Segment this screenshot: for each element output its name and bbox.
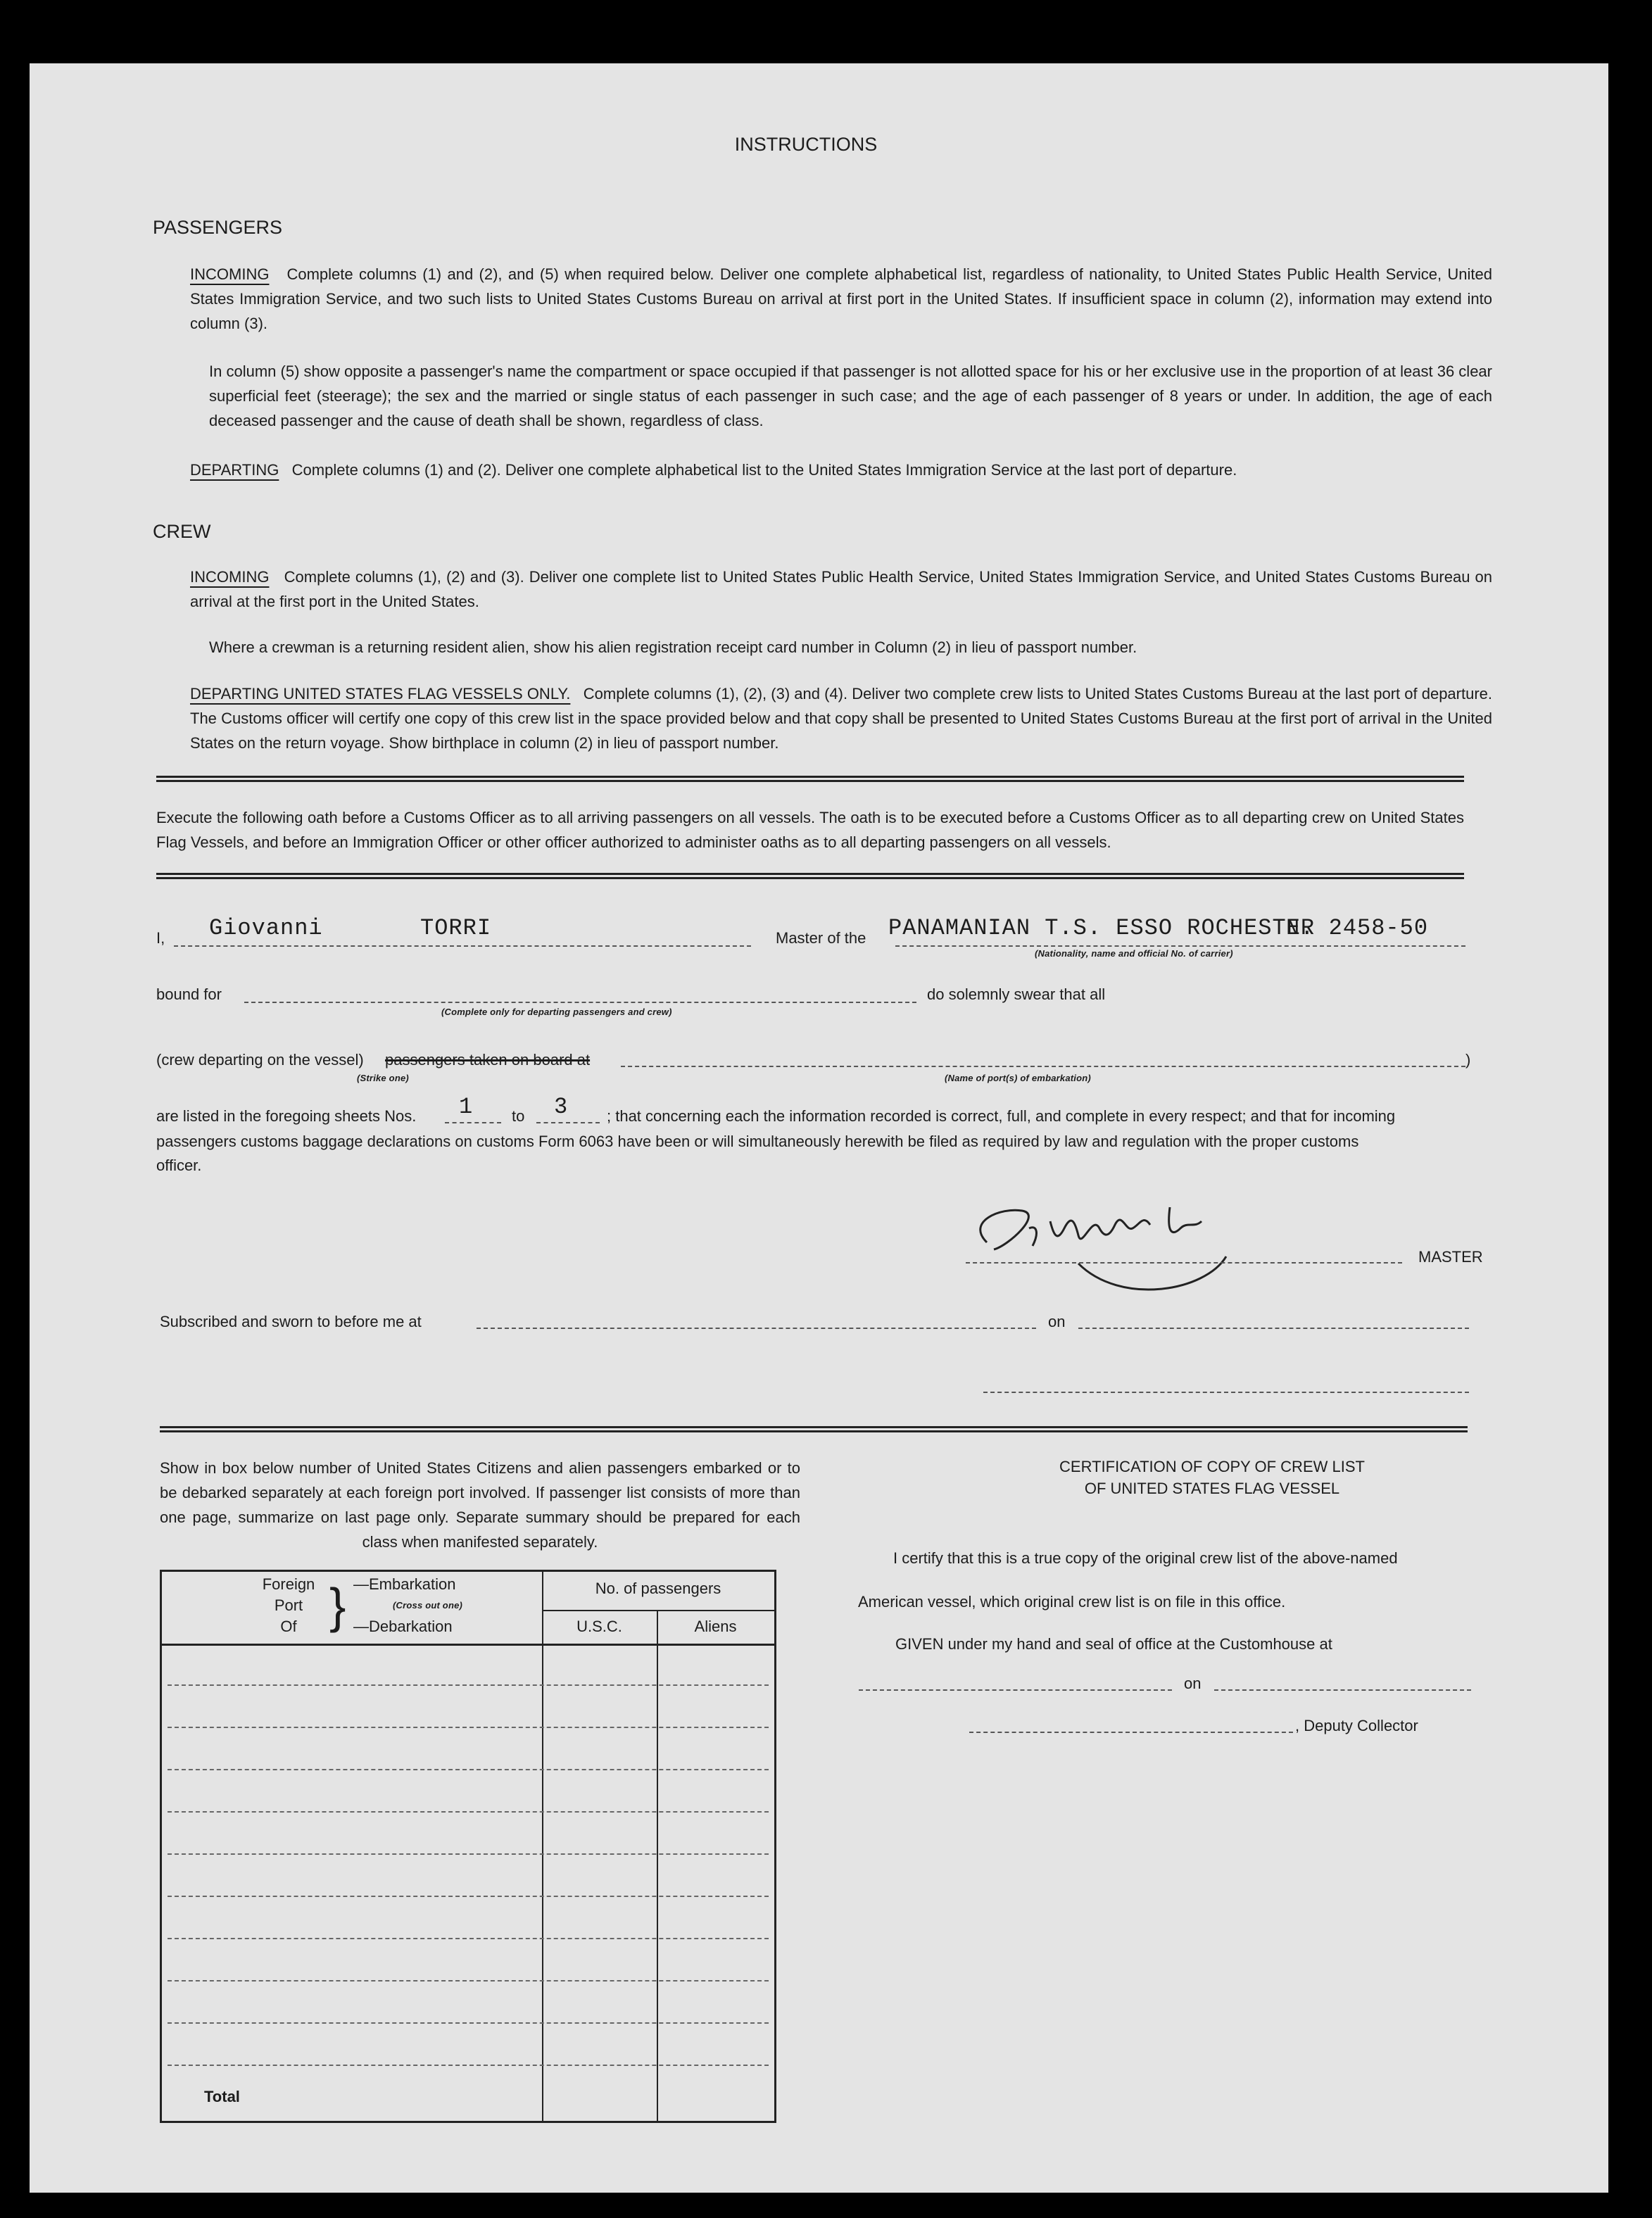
certification-on-label: on	[1184, 1675, 1202, 1692]
usc-header: U.S.C.	[576, 1618, 622, 1635]
swear-label: do solemnly swear that all	[927, 985, 1106, 1003]
bound-for-label: bound for	[156, 985, 222, 1003]
subscribed-date-line[interactable]	[1078, 1328, 1469, 1329]
vessel-caption: (Nationality, name and official No. of carrier)	[1035, 948, 1233, 959]
vessel-line[interactable]	[895, 945, 1465, 947]
subscribed-label: Subscribed and sworn to before me at	[160, 1313, 422, 1330]
crew-departing-label: DEPARTING UNITED STATES FLAG VESSELS ONLY.	[190, 685, 571, 702]
crew-incoming-text: Complete columns (1), (2) and (3). Deliver one complete list to United States Public Health Service, United States Immigration Service, and United States Customs Bureau on arrival at the first port in the United States.	[190, 568, 1492, 610]
summary-row-line[interactable]	[168, 1811, 769, 1813]
certify-line-2: American vessel, which original crew list is on file in this office.	[858, 1593, 1286, 1611]
struck-passengers-text: passengers taken on board at	[385, 1051, 591, 1069]
summary-row-line[interactable]	[168, 2022, 769, 2024]
listed-text-3: officer.	[156, 1157, 202, 1174]
crew-heading: CREW	[153, 521, 211, 542]
debarkation-label: —Debarkation	[353, 1618, 453, 1635]
passengers-incoming-paragraph	[190, 262, 1492, 336]
crew-incoming-paragraph	[190, 565, 1492, 614]
crew-incoming-label: INCOMING	[190, 568, 270, 586]
certify-line-1: I certify that this is a true copy of the original crew list of the above-named	[893, 1549, 1398, 1567]
summary-row-line[interactable]	[168, 1853, 769, 1855]
summary-row-line[interactable]	[168, 1769, 769, 1770]
vessel-number: N. 2458-50	[1286, 915, 1429, 941]
master-name-line[interactable]	[174, 945, 751, 947]
summary-row-line[interactable]	[168, 1896, 769, 1897]
passengers-column5-paragraph: In column (5) show opposite a passenger's name the compartment or space occupied if that passenger is not allotted space for his or her exclusive use in the proportion of at least 36 clear superficial feet (steerage); the sex and the married or single status of each passenger in such case; and the age of each passenger of 8 years or under. In addition, the age of each deceased passenger and the cause of death shall be shown, regardless of class.	[209, 363, 1492, 429]
certification-place-line[interactable]	[859, 1689, 1172, 1691]
bound-for-caption: (Complete only for departing passengers and crew)	[441, 1007, 672, 1017]
num-passengers-header: No. of passengers	[595, 1580, 721, 1597]
crew-departing-vessel-label: (crew departing on the vessel)	[156, 1051, 364, 1069]
subscribed-on-label: on	[1048, 1313, 1066, 1330]
passengers-departing-label: DEPARTING	[190, 461, 279, 479]
brace-icon: }	[329, 1578, 346, 1633]
summary-instructions: Show in box below number of United States Citizens and alien passengers embarked or to be debarked separately at each foreign port involved. If passenger list consists of more than one page, summarize on last page only. Separate summary should be prepared for each class when manifested separately.	[160, 1459, 800, 1551]
given-text: GIVEN under my hand and seal of office at the Customhouse at	[895, 1635, 1332, 1653]
listed-label: are listed in the foregoing sheets Nos.	[156, 1107, 417, 1125]
master-signature	[945, 1179, 1367, 1299]
certification-title-1: CERTIFICATION OF COPY OF CREW LIST	[1059, 1458, 1365, 1475]
header-bottom-line	[162, 1644, 774, 1646]
oath-divider	[156, 873, 1464, 879]
section-divider	[156, 776, 1464, 782]
port-embarkation-line[interactable]	[621, 1066, 1465, 1067]
subscribed-place-line[interactable]	[477, 1328, 1036, 1329]
master-of-label: Master of the	[776, 929, 866, 947]
listed-text-2: passengers customs baggage declarations on customs Form 6063 have been or will simultaneously herewith be filed as required by law and regulation with the proper customs	[156, 1133, 1359, 1150]
passengers-incoming-label: INCOMING	[190, 265, 270, 283]
summary-row-line[interactable]	[168, 1727, 769, 1728]
port-caption: (Name of port(s) of embarkation)	[945, 1073, 1091, 1083]
document-page	[30, 63, 1608, 2193]
cross-out-label: (Cross out one)	[393, 1600, 463, 1611]
close-paren: )	[1465, 1051, 1471, 1069]
certification-date-line[interactable]	[1214, 1689, 1471, 1691]
master-first-name: Giovanni	[209, 915, 323, 941]
port-label: Port	[274, 1596, 303, 1614]
passenger-summary-box	[160, 1570, 776, 2123]
listed-text-1: ; that concerning each the information recorded is correct, full, and complete in every respect; and that for incoming	[607, 1107, 1396, 1125]
crew-departing-text: Complete columns (1), (2), (3) and (4). Deliver two complete crew lists to United States Customs Bureau at the last port of departure. The Customs officer will certify one copy of this crew list in the space provided below and that copy shall be presented to United States Customs Bureau at the first port of arrival in the United States on the return voyage. Show birthplace in column (2) in lieu of passport number.	[190, 685, 1493, 752]
bound-for-line[interactable]	[244, 1002, 916, 1003]
crew-departing-paragraph	[190, 681, 1492, 755]
to-label: to	[512, 1107, 525, 1125]
aliens-header: Aliens	[694, 1618, 737, 1635]
of-label: Of	[280, 1618, 297, 1635]
header-subdivider	[542, 1610, 774, 1611]
sheet-from-line[interactable]	[445, 1122, 501, 1123]
summary-row-line[interactable]	[168, 2065, 769, 2066]
passengers-incoming-text: Complete columns (1) and (2), and (5) when required below. Deliver one complete alphabetical list, regardless of nationality, to United States Public Health Service, United States Immigration Service, and two such lists to United States Customs Bureau on arrival at first port in the United States. If insufficient space in column (2), information may extend into column (3).	[190, 265, 1492, 332]
master-label: MASTER	[1418, 1248, 1483, 1266]
summary-row-line[interactable]	[168, 1684, 769, 1686]
passengers-departing-paragraph	[190, 458, 1492, 482]
passengers-departing-text: Complete columns (1) and (2). Deliver one complete alphabetical list to the United States Immigration Service at the last port of departure.	[291, 461, 1237, 479]
sheet-to: 3	[554, 1094, 569, 1120]
passengers-heading: PASSENGERS	[153, 217, 283, 238]
embarkation-label: —Embarkation	[353, 1575, 456, 1593]
summary-row-line[interactable]	[168, 1980, 769, 1981]
lower-divider	[160, 1426, 1468, 1432]
foreign-label: Foreign	[262, 1575, 315, 1593]
summary-row-line[interactable]	[168, 1938, 769, 1939]
master-signature-line[interactable]	[966, 1262, 1402, 1264]
crew-alien-paragraph: Where a crewman is a returning resident alien, show his alien registration receipt card number in Column (2) in lieu of passport number.	[209, 638, 1137, 656]
officer-signature-line[interactable]	[983, 1392, 1469, 1393]
certification-title-2: OF UNITED STATES FLAG VESSEL	[1084, 1480, 1340, 1497]
deputy-collector-label: , Deputy Collector	[1295, 1717, 1418, 1734]
divider-port	[542, 1572, 543, 2121]
total-label: Total	[204, 2088, 240, 2105]
oath-execute-paragraph: Execute the following oath before a Customs Officer as to all arriving passengers on all vessels. The oath is to be executed before a Customs Officer as to all departing crew on United States Flag Vessels, and before an Immigration Officer or other officer authorized to administer oaths as to all departing passengers on all vessels.	[156, 809, 1464, 851]
master-last-name: TORRI	[420, 915, 492, 941]
vessel-name: PANAMANIAN T.S. ESSO ROCHESTER	[888, 915, 1316, 941]
deputy-signature-line[interactable]	[969, 1732, 1293, 1733]
strike-caption: (Strike one)	[357, 1073, 409, 1083]
oath-i-label: I,	[156, 929, 165, 947]
divider-usc-aliens	[657, 1610, 658, 2121]
sheet-from: 1	[459, 1094, 474, 1120]
instructions-title: INSTRUCTIONS	[734, 134, 878, 155]
sheet-to-line[interactable]	[536, 1122, 600, 1123]
